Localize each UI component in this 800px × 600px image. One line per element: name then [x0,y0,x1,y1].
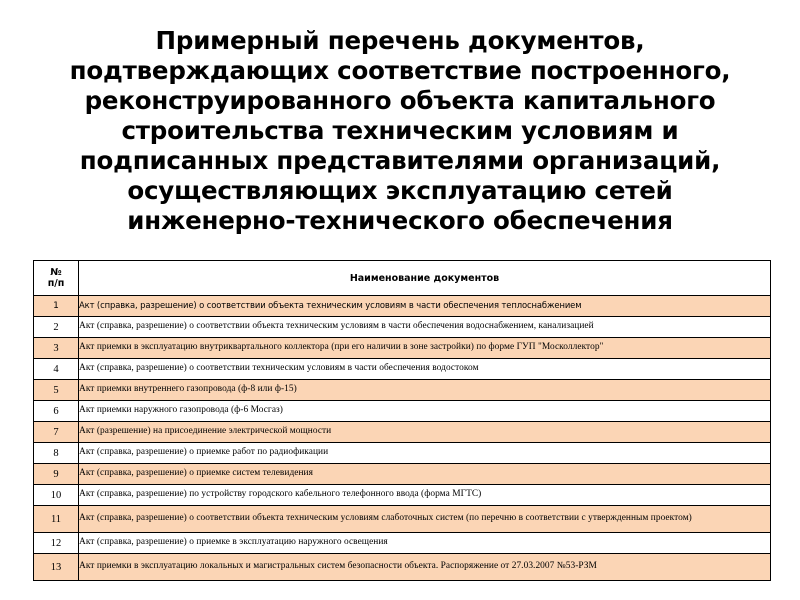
document-name-cell: Акт приемки в эксплуатацию внутриквартального коллектора (при его наличии в зоне застройки) по форме ГУП "Москоллектор" [79,338,771,359]
row-number-cell: 12 [34,533,79,554]
document-name-cell: Акт (справка, разрешение) о соответствии объекта техническим условиям в части обеспечения водоснабжением, канализацией [79,317,771,338]
table-row [34,317,771,338]
document-name-cell: Акт (справка, разрешение) о приемке в эксплуатацию наружного освещения [79,533,771,554]
table-row [34,296,771,317]
row-number-cell: 9 [34,464,79,485]
title-line-5: подписанных представителями организаций, [79,146,721,175]
table-row [34,485,771,506]
row-number-cell: 5 [34,380,79,401]
table-row [34,359,771,380]
document-name-cell: Акт (справка, разрешение) о соответствии техническим условиям в части обеспечения водостоком [79,359,771,380]
document-name-cell: Акт приемки наружного газопровода (ф-6 Мосгаз) [79,401,771,422]
row-number-cell: 4 [34,359,79,380]
document-name-cell: Акт приемки внутреннего газопровода (ф-8 или ф-15) [79,380,771,401]
title-line-1: Примерный перечень документов, [155,26,645,55]
column-header-name: Наименование документов [79,261,771,296]
table-row [34,464,771,485]
table-body [34,296,771,581]
document-name-cell: Акт (справка, разрешение) по устройству городского кабельного телефонного ввода (форма МГТС) [79,485,771,506]
document-name-cell: Акт (справка, разрешение) о соответствии объекта техническим условиям слаботочных систем (по перечню в соответствии с утвержденным проектом) [79,506,771,533]
table-row [34,533,771,554]
row-number-cell: 1 [34,296,79,317]
page-title [24,26,776,236]
row-number-cell: 6 [34,401,79,422]
row-number-cell: 7 [34,422,79,443]
documents-table-container [33,260,770,581]
document-name-cell: Акт (справка, разрешение) о приемке работ по радиофикации [79,443,771,464]
table-header [34,261,771,296]
table-row [34,380,771,401]
column-header-number-line2: п/п [47,278,65,289]
row-number-cell: 2 [34,317,79,338]
table-row [34,338,771,359]
table-row [34,422,771,443]
row-number-cell: 13 [34,554,79,581]
row-number-cell: 3 [34,338,79,359]
document-name-cell: Акт приемки в эксплуатацию локальных и магистральных систем безопасности объекта. Распоряжение от 27.03.2007 №53-РЗМ [79,554,771,581]
document-name-cell: Акт (справка, разрешение) о соответствии объекта техническим условиям в части обеспечения теплоснабжением [79,296,771,317]
row-number-cell: 10 [34,485,79,506]
document-name-cell: Акт (разрешение) на присоединение электрической мощности [79,422,771,443]
table-row [34,506,771,533]
row-number-cell: 8 [34,443,79,464]
table-row [34,443,771,464]
column-header-number-line1: № [50,267,62,278]
title-line-3: реконструированного объекта капитального [84,86,716,115]
title-line-7: инженерно-технического обеспечения [127,206,673,235]
row-number-cell: 11 [34,506,79,533]
table-row [34,554,771,581]
column-header-number [34,261,79,296]
title-line-6: осуществляющих эксплуатацию сетей [127,176,673,205]
documents-table [33,260,771,581]
table-row [34,401,771,422]
document-name-cell: Акт (справка, разрешение) о приемке систем телевидения [79,464,771,485]
title-line-4: строительства техническим условиям и [121,116,679,145]
table-header-row [34,261,771,296]
title-line-2: подтверждающих соответствие построенного, [69,56,731,85]
